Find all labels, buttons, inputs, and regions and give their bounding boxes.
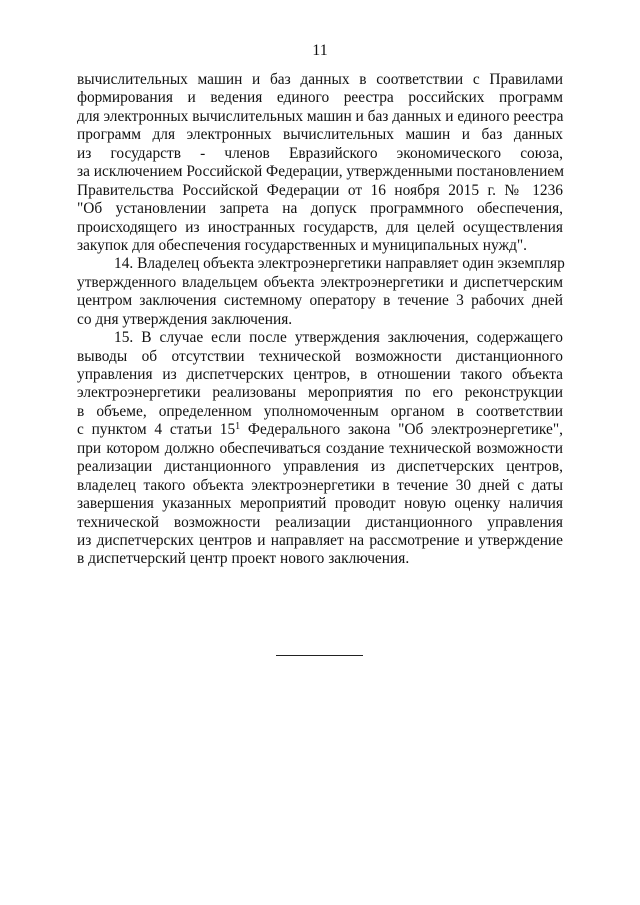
text-segment: Федерального закона "Об электроэнергетике", [240,421,563,439]
text-line: владелец такого объекта электроэнергетики в течение 30 дней с даты [77,476,563,494]
text-line: выводы об отсутствии технической возможности дистанционного [77,347,563,365]
text-line: центром заключения системному оператору в течение 3 рабочих дней [77,292,563,310]
text-line: "Об установлении запрета на допуск программного обеспечения, [77,200,563,218]
text-line: в объеме, определенном уполномоченным органом в соответствии [77,402,563,420]
text-line: управления из диспетчерских центров, в отношении такого объекта [77,366,563,383]
text-line: в диспетчерский центр проект нового заключения. [77,550,410,568]
text-line: из диспетчерских центров и направляет на рассмотрение и утверждение [77,531,563,549]
document-body [77,71,563,569]
paragraph-14-first-line: 14. Владелец объекта электроэнергетики направляет один экземпляр [114,255,565,273]
paragraph-15-first-line: 15. В случае если после утверждения заключения, содержащего [114,329,563,347]
text-line: реализации дистанционного управления из диспетчерских центров, [77,458,563,476]
superscript: 1 [235,421,241,433]
text-line: со дня утверждения заключения. [77,310,293,328]
text-line: формирования и ведения единого реестра российских программ [77,89,563,107]
text-line: завершения указанных мероприятий проводит новую оценку наличия [77,495,563,513]
text-line: закупок для обеспечения государственных и муниципальных нужд". [77,236,528,254]
text-line: для электронных вычислительных машин и баз данных и единого реестра [77,107,564,125]
text-line: при котором должно обеспечиваться создание технической возможности [77,439,563,457]
text-segment: с пунктом 4 статьи 15 [77,421,236,439]
text-line: программ для электронных вычислительных машин и баз данных [77,126,563,144]
text-line: из государств - членов Евразийского экономического союза, [77,144,563,162]
text-line: происходящего из иностранных государств, для целей осуществления [77,218,563,236]
text-line: за исключением Российской Федерации, утвержденными постановлением [77,163,564,181]
text-line: вычислительных машин и баз данных в соответствии с Правилами [77,71,563,88]
page-number: 11 [312,42,328,59]
text-line: технической возможности реализации дистанционного управления [77,513,563,531]
text-line-with-superscript [77,421,563,439]
text-line: Правительства Российской Федерации от 16 ноября 2015 г. № 1236 [77,181,563,199]
text-line: утвержденного владельцем объекта электроэнергетики и диспетчерским [77,273,563,291]
text-line: электроэнергетики реализованы мероприятия по его реконструкции [77,384,563,402]
end-divider [276,655,363,656]
